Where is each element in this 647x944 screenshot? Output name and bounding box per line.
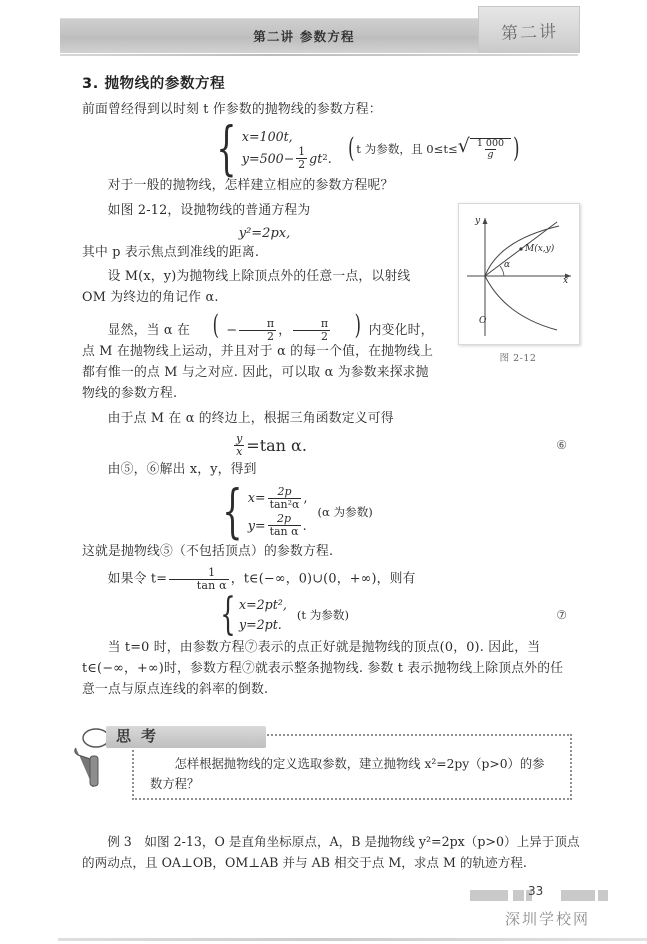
think-label: 思考	[116, 727, 167, 745]
alpha-y-den: tan α	[269, 524, 299, 538]
eq7-parameter-note: (t 为参数)	[296, 607, 350, 622]
main-content	[82, 72, 567, 704]
chapter-thumb-tab	[478, 6, 580, 53]
eq-time-line2	[242, 146, 332, 170]
alpha-x-den: tan²α	[269, 497, 300, 511]
radicand-numerator: 1 000	[476, 138, 505, 150]
one-over-tan-fraction	[169, 567, 229, 591]
system-brace: {	[216, 113, 237, 182]
alpha-eq-x	[248, 486, 308, 510]
figure-y-axis-label: y	[475, 216, 481, 226]
watermark-text: 深圳学校网	[505, 910, 591, 928]
two-den-left: 2	[239, 330, 276, 343]
open-paren: (	[347, 132, 355, 164]
paragraph-alpha-range: 显然，当 α 在 ( − $\frac{\pi}{2}$ ， $\frac{\pi}{2}$ ) 内变化时，点 M 在抛物线上运动，并且对于 α 的每一个值，在抛物线上都有惟一的点 M 与之对应. 因此，可以取 α 为参数来探求抛物线的参数方程.	[82, 309, 434, 401]
substitute-lead: 如果令 t=	[107, 571, 168, 587]
equation-6	[232, 433, 417, 457]
paragraph-solve-xy: 由⑤，⑥解出 x，y，得到	[107, 462, 257, 478]
eq-time-line1: x=100t,	[241, 128, 293, 144]
eq-time-line2-lead: y=500−	[241, 150, 295, 166]
tan-frac-den: tan α	[169, 579, 229, 592]
alpha-x-lhs: x=	[247, 490, 266, 506]
radical-sign: √	[457, 135, 470, 158]
close-paren: )	[513, 132, 520, 164]
alpha-range-lead: 显然，当 α 在	[107, 322, 190, 338]
radicand	[470, 138, 511, 160]
eq-time-exponent: 2	[322, 152, 328, 163]
paragraph-general-parabola: 对于一般的抛物线，怎样建立相应的参数方程呢？	[107, 178, 394, 194]
frac-numerator: 1	[298, 145, 306, 159]
example-3-text: 例 3 如图 2-13，O 是直角坐标原点，A，B 是抛物线 y²=2px（p>0）上异于顶点的两动点，且 OA⊥OB，OM⊥AB 并与 AB 相交于点 M，求点 M 的轨迹方程.	[82, 834, 580, 870]
equation-7-system	[82, 589, 567, 641]
system-body	[242, 127, 332, 171]
substitute-tail: ，t∈(−∞，0)∪(0，+∞)，则有	[230, 571, 416, 587]
eq6-numerator: y	[236, 432, 243, 446]
page-number: 33	[528, 884, 544, 898]
section-heading: 3. 抛物线的参数方程	[82, 76, 226, 92]
intro-paragraph	[82, 100, 567, 121]
think-question: 怎样根据抛物线的定义选取参数，建立抛物线 x²=2py（p>0）的参数方程？	[150, 757, 545, 792]
equation-6-number: ⑥	[556, 438, 567, 453]
example-3	[82, 832, 582, 874]
footer-block-2	[513, 890, 524, 901]
paragraph-figure-ref: 如图 2-12，设抛物线的普通方程为	[107, 203, 311, 219]
alpha-parameter-note: (α 为参数)	[317, 504, 373, 519]
paragraph-conclusion-alpha: 这就是抛物线⑤（不包括顶点）的参数方程.	[82, 544, 334, 560]
two-den-right: 2	[293, 330, 330, 343]
one-half-fraction	[296, 146, 307, 170]
eq-time-condition	[346, 132, 522, 164]
paragraph-define-M: 设 M(x，y)为抛物线上除顶点外的任意一点，以射线 OM 为终边的角记作 α.	[82, 269, 411, 306]
pi-over-two-right	[293, 318, 330, 342]
figure-x-axis-label: x	[563, 276, 569, 286]
alpha-range-tail: 内变化时，点 M 在抛物线上运动，并且对于 α 的每一个值，在抛物线上都有惟一的点 M 与之对应. 因此，可以取 α 为参数来探求抛物线的参数方程.	[82, 322, 434, 401]
paragraph-trig-definition: 由于点 M 在 α 的终边上，根据三角函数定义可得	[107, 410, 394, 426]
y-over-x-fraction	[234, 433, 244, 457]
pi-num-right: π	[320, 317, 329, 331]
frac-denominator: 2	[298, 157, 306, 171]
alpha-x-num: 2p	[277, 485, 292, 499]
alpha-y-num: 2p	[277, 512, 292, 526]
alpha-system-body	[248, 486, 308, 537]
running-header-title: 第二讲 参数方程	[253, 29, 355, 44]
chapter-thumb-label: 第二讲	[500, 21, 558, 44]
footer-block-4	[561, 890, 595, 901]
alpha-x-comma: ,	[303, 490, 308, 506]
figure-angle-label: α	[504, 260, 511, 270]
pi-over-two-left	[239, 318, 276, 342]
alpha-system-brace: {	[222, 477, 243, 545]
eq7-line-x: x=2pt²,	[239, 597, 287, 613]
equation-5: y²=2px,	[238, 225, 291, 241]
equation-7-number: ⑦	[556, 607, 567, 622]
eq7-body	[239, 595, 287, 634]
range-open-paren: (	[212, 309, 220, 341]
radicand-denominator: g	[487, 149, 494, 161]
eq7-line-y: y=2pt.	[239, 616, 282, 632]
header-divider	[60, 54, 578, 56]
figure-2-12	[458, 203, 580, 345]
alpha-x-fraction	[268, 486, 302, 510]
running-header-bar	[60, 18, 548, 53]
paragraph-t-zero-discussion: 当 t=0 时，由参数方程⑦表示的点正好就是抛物线的顶点(0，0). 因此，当 t∈(−∞，+∞)时，参数方程⑦就表示整条抛物线. 参数 t 表示抛物线上除顶点外的任意一点与原点连线的斜率的倒数.	[82, 640, 564, 697]
eq-time-gt: gt	[309, 150, 323, 166]
radicand-fraction	[475, 139, 506, 160]
tan-frac-num: 1	[208, 566, 216, 580]
think-box	[72, 722, 572, 800]
eq7-brace: {	[220, 589, 236, 641]
figure-origin-label: O	[479, 316, 487, 326]
scan-left-margin	[0, 0, 58, 944]
pi-num-left: π	[266, 317, 275, 331]
figure-point-label: M(x,y)	[525, 244, 555, 254]
figure-2-12-caption: 图 2-12	[499, 353, 537, 364]
paragraph-p-meaning: 其中 p 表示焦点到准线的距离.	[82, 244, 260, 260]
alpha-y-lhs: y=	[247, 517, 266, 533]
eq-time-period: .	[327, 150, 332, 166]
footer-block-1	[470, 890, 508, 901]
sqrt-expression	[458, 137, 511, 160]
alpha-y-fraction	[268, 513, 301, 537]
bottom-edge-rule	[0, 938, 647, 941]
footer-block-5	[598, 890, 608, 901]
alpha-eq-y	[248, 513, 308, 537]
intro-text: 前面曾经得到以时刻 t 作参数的抛物线的参数方程：	[82, 102, 382, 117]
eq6-denominator: x	[236, 444, 243, 458]
equation-time-parameter	[82, 113, 567, 182]
eq6-rhs: =tan α.	[246, 435, 307, 455]
paragraph-substitute-t	[82, 567, 567, 591]
range-close-paren: )	[354, 309, 362, 341]
equation-6-row	[82, 433, 567, 457]
equation-alpha-system	[82, 477, 567, 545]
condition-text: t 为参数，且 0≤t≤	[356, 141, 458, 156]
alpha-y-period: .	[302, 517, 307, 533]
